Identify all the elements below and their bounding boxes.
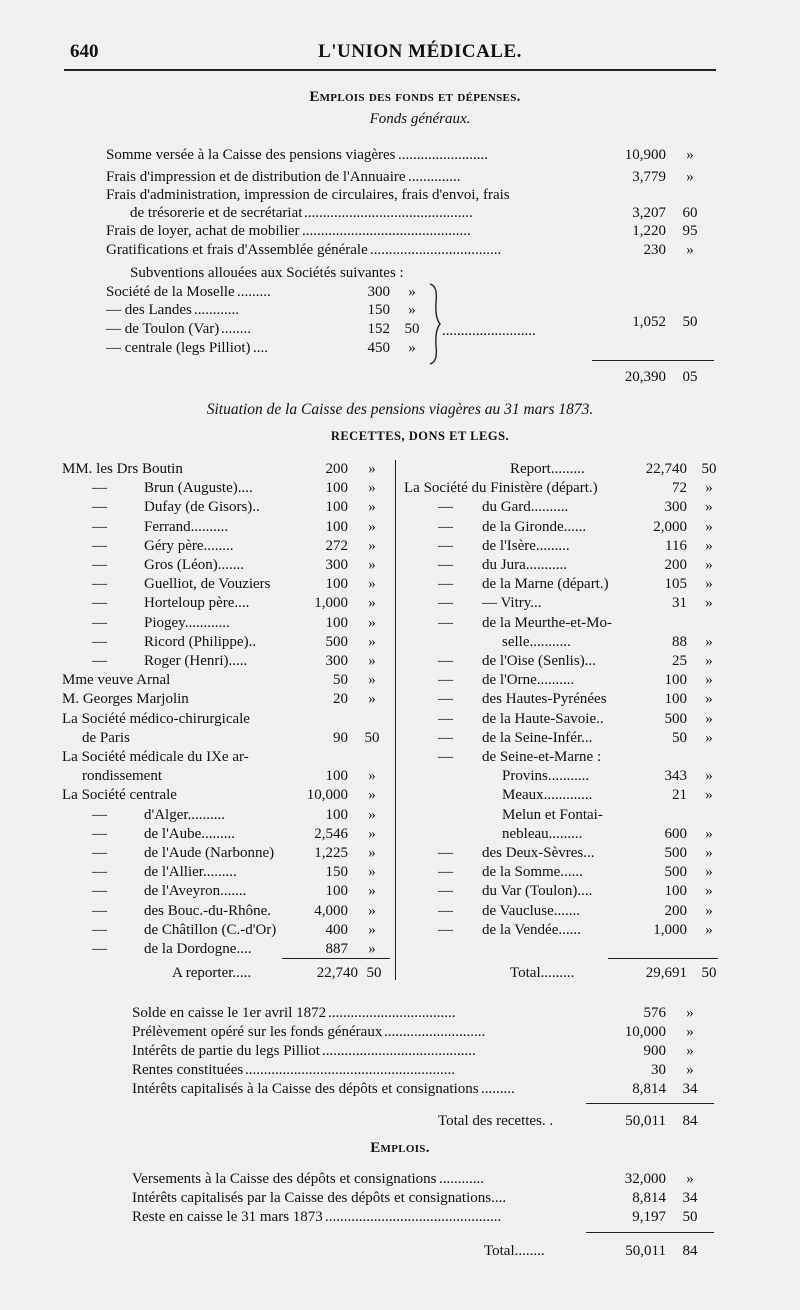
recette-summary-leader: ......... (481, 1081, 515, 1097)
recette-right-name: de Seine-et-Marne : (482, 749, 602, 765)
section1-total-rule (592, 360, 714, 361)
recette-summary-cents: » (686, 1024, 694, 1040)
recette-left-dash: — (92, 557, 107, 573)
recette-right-amount: 21 (672, 787, 687, 803)
left-total-rule (282, 958, 390, 959)
subvention-leader: ......... (237, 284, 271, 300)
fonds-row-amount: 230 (643, 242, 666, 258)
recette-left-cents: » (368, 672, 376, 688)
fonds-row-cents: » (686, 242, 694, 258)
recette-right-name: de l'Isère......... (482, 538, 570, 554)
recette-left-name: Piogey............ (144, 615, 230, 631)
recette-left-amount: 100 (325, 576, 348, 592)
brace-icon (426, 282, 442, 366)
subvention-cents: 50 (404, 321, 420, 337)
recette-left-cents: » (368, 845, 376, 861)
recette-summary-amount: 8,814 (632, 1081, 666, 1097)
recette-right-cents: » (705, 538, 713, 554)
recette-right-cents: » (705, 557, 713, 573)
fonds-row-label: Frais d'impression et de distribution de l'Annuaire (106, 169, 406, 185)
recette-right-cents: » (705, 480, 713, 496)
total-emplois-label: Total........ (484, 1243, 545, 1259)
page-number: 640 (70, 41, 99, 62)
recette-left-dash: — (92, 922, 107, 938)
total-emplois-cents: 84 (682, 1243, 698, 1259)
recette-right-name: — Vitry... (482, 595, 542, 611)
a-reporter-cents: 50 (366, 965, 382, 981)
recette-right-amount: 100 (664, 672, 687, 688)
section-title-situation: Situation de la Caisse des pensions viagères au 31 mars 1873. (206, 401, 594, 418)
recette-right-dash: — (438, 653, 453, 669)
recette-right-cents: » (705, 922, 713, 938)
right-total-rule (608, 958, 718, 959)
fonds-row-cents: 95 (682, 223, 698, 239)
column-divider (395, 460, 396, 980)
total-right-label: Total......... (510, 965, 575, 981)
recette-left-dash: — (92, 519, 107, 535)
recette-left-cents: » (368, 595, 376, 611)
recette-left-dash: — (92, 538, 107, 554)
recette-right-name: du Gard.......... (482, 499, 569, 515)
recette-left-amount: 100 (325, 768, 348, 784)
recette-right-cents: » (705, 672, 713, 688)
recette-right-dash: — (438, 845, 453, 861)
total-recettes-amount: 50,011 (625, 1113, 666, 1129)
subvention-label: — centrale (legs Pilliot) (106, 340, 251, 356)
fonds-row-leader: ................................... (370, 242, 502, 258)
recette-left-amount: 100 (325, 499, 348, 515)
subvention-label: — de Toulon (Var) (106, 321, 220, 337)
recette-right-name: des Deux-Sèvres... (482, 845, 595, 861)
recette-right-cents: » (705, 595, 713, 611)
recette-left-amount: 100 (325, 615, 348, 631)
recette-right-name: Melun et Fontai- (502, 807, 603, 823)
recette-left-cents: » (368, 691, 376, 707)
recette-right-cents: » (705, 576, 713, 592)
fonds-row-cents: » (686, 147, 694, 163)
recette-left-amount: 300 (325, 653, 348, 669)
recette-right-dash: — (438, 538, 453, 554)
recette-left-name: Brun (Auguste).... (144, 480, 253, 496)
recette-left-name: Guelliot, de Vouziers (144, 576, 271, 592)
recette-right-cents: » (705, 499, 713, 515)
recette-right-name: de la Vendée...... (482, 922, 581, 938)
recette-right-cents: » (705, 787, 713, 803)
recette-right-name: Provins........... (502, 768, 590, 784)
header-rule (64, 69, 716, 71)
recette-right-amount: 72 (672, 480, 687, 496)
emploi-amount: 32,000 (624, 1171, 666, 1187)
section-title-emplois-2: Emplois. (370, 1140, 430, 1156)
emploi-amount: 8,814 (632, 1190, 666, 1206)
emploi-leader: ............ (439, 1171, 484, 1187)
recette-right-dash: — (438, 864, 453, 880)
recette-left-cents: » (368, 807, 376, 823)
recette-left-name: Géry père........ (144, 538, 234, 554)
recette-left-dash: — (92, 845, 107, 861)
recette-summary-label: Intérêts capitalisés à la Caisse des dépôts et consignations (132, 1081, 479, 1097)
recette-left-amount: 20 (333, 691, 348, 707)
recette-left-dash: — (92, 883, 107, 899)
recette-right-cents: 50 (701, 461, 717, 477)
subvention-cents: » (408, 284, 416, 300)
recette-right-amount: 50 (672, 730, 687, 746)
emploi-leader: ............................................... (325, 1209, 502, 1225)
recette-left-cents: 50 (364, 730, 380, 746)
recette-summary-leader: .................................. (328, 1005, 456, 1021)
recette-left-dash: — (92, 941, 107, 957)
recette-right-amount: 200 (664, 557, 687, 573)
recette-left-amount: 100 (325, 480, 348, 496)
recette-right-name: des Hautes-Pyrénées (482, 691, 607, 707)
section1-total-amount: 20,390 (624, 369, 666, 385)
recette-left-dash: — (92, 480, 107, 496)
recette-right-cents: » (705, 826, 713, 842)
recette-left-dash: — (92, 653, 107, 669)
fonds-row-leader: ........................ (398, 147, 488, 163)
recette-left-dash: — (92, 807, 107, 823)
recette-left-name: rondissement (82, 768, 162, 784)
recette-left-name: Gros (Léon)....... (144, 557, 244, 573)
recette-left-cents: » (368, 864, 376, 880)
recette-right-name: selle........... (502, 634, 571, 650)
fonds-row-label: Frais de loyer, achat de mobilier (106, 223, 300, 239)
recette-left-name: de l'Aube......... (144, 826, 236, 842)
recette-right-amount: 88 (672, 634, 687, 650)
fonds-row-label: Frais d'administration, impression de circulaires, frais d'envoi, frais (106, 187, 510, 203)
recette-right-dash: — (438, 903, 453, 919)
recette-left-name: Ricord (Philippe).. (144, 634, 257, 650)
recette-left-cents: » (368, 768, 376, 784)
recette-left-name: Mme veuve Arnal (62, 672, 171, 688)
section-title-emplois: Emplois des fonds et dépenses. (309, 89, 521, 105)
recette-right-dash: — (438, 691, 453, 707)
recette-right-amount: 1,000 (653, 922, 687, 938)
total-recettes-cents: 84 (682, 1113, 698, 1129)
recette-left-name: de l'Allier......... (144, 864, 237, 880)
recette-right-amount: 343 (664, 768, 687, 784)
recette-right-cents: » (705, 845, 713, 861)
recette-right-name: du Var (Toulon).... (482, 883, 593, 899)
fonds-row-label: Gratifications et frais d'Assemblée générale (106, 242, 368, 258)
recette-right-amount: 100 (664, 691, 687, 707)
fonds-row-cents: 60 (682, 205, 698, 221)
recette-right-amount: 100 (664, 883, 687, 899)
total-recettes-label: Total des recettes. . (438, 1113, 554, 1129)
total-right-cents: 50 (701, 965, 717, 981)
total-emplois-amount: 50,011 (625, 1243, 666, 1259)
recette-left-cents: » (368, 538, 376, 554)
recette-right-dash: — (438, 711, 453, 727)
section-subtitle-recettes: RECETTES, DONS ET LEGS. (330, 429, 510, 443)
section1-total-cents: 05 (682, 369, 698, 385)
recette-left-cents: » (368, 787, 376, 803)
recette-right-name: de la Seine-Infér... (482, 730, 593, 746)
recette-left-cents: » (368, 519, 376, 535)
recette-left-amount: 50 (333, 672, 348, 688)
recette-left-name: La Société centrale (62, 787, 177, 803)
recette-left-amount: 1,225 (314, 845, 348, 861)
recette-left-cents: » (368, 615, 376, 631)
fonds-row-cents: » (686, 169, 694, 185)
recette-left-cents: » (368, 826, 376, 842)
recette-right-dash: — (438, 615, 453, 631)
recette-left-cents: » (368, 922, 376, 938)
recette-left-name: des Bouc.-du-Rhône. (144, 903, 272, 919)
subventions-total-amount: 1,052 (632, 314, 666, 330)
recette-right-dash: — (438, 519, 453, 535)
recette-right-name: de la Gironde...... (482, 519, 587, 535)
recette-summary-cents: 34 (682, 1081, 698, 1097)
recette-right-cents: » (705, 634, 713, 650)
recette-right-dash: — (438, 922, 453, 938)
recette-left-name: de la Dordogne.... (144, 941, 252, 957)
emploi-label: Reste en caisse le 31 mars 1873 (132, 1209, 323, 1225)
recette-summary-label: Intérêts de partie du legs Pilliot (132, 1043, 320, 1059)
recette-right-dash: — (438, 749, 453, 765)
recette-right-name: de la Somme...... (482, 864, 583, 880)
recette-summary-cents: » (686, 1062, 694, 1078)
recette-left-cents: » (368, 480, 376, 496)
recette-summary-label: Solde en caisse le 1er avril 1872 (132, 1005, 327, 1021)
recette-left-name: de l'Aveyron....... (144, 883, 247, 899)
fonds-row-amount: 3,207 (632, 205, 666, 221)
recette-right-cents: » (705, 691, 713, 707)
recette-right-name: de Vaucluse....... (482, 903, 581, 919)
recette-left-cents: » (368, 557, 376, 573)
fonds-row-leader: ............................................. (304, 205, 473, 221)
recette-left-dash: — (92, 864, 107, 880)
recette-right-dash: — (438, 576, 453, 592)
recette-left-name: Horteloup père.... (144, 595, 250, 611)
subventions-total-cents: 50 (682, 314, 698, 330)
subvention-amount: 152 (367, 321, 390, 337)
recette-left-cents: » (368, 576, 376, 592)
recette-left-cents: » (368, 499, 376, 515)
recette-left-name: de Châtillon (C.-d'Or) (144, 922, 277, 938)
recette-right-cents: » (705, 768, 713, 784)
recette-left-name: La Société médicale du IXe ar- (62, 749, 249, 765)
emploi-cents: 50 (682, 1209, 698, 1225)
recette-left-dash: — (92, 634, 107, 650)
fonds-row-amount: 1,220 (632, 223, 666, 239)
recette-right-cents: » (705, 730, 713, 746)
recette-left-cents: » (368, 903, 376, 919)
subvention-leader: ............ (194, 302, 239, 318)
recette-right-amount: 2,000 (653, 519, 687, 535)
recette-right-name: de l'Orne.......... (482, 672, 575, 688)
recette-left-cents: » (368, 461, 376, 477)
emploi-label: Versements à la Caisse des dépôts et consignations (132, 1171, 437, 1187)
recette-left-amount: 400 (325, 922, 348, 938)
recette-right-name: de la Marne (départ.) (482, 576, 609, 592)
recette-right-cents: » (705, 653, 713, 669)
recette-left-name: d'Alger.......... (144, 807, 226, 823)
total-right-amount: 29,691 (645, 965, 687, 981)
recette-summary-leader: ......................................... (322, 1043, 476, 1059)
recette-left-name: La Société médico-chirurgicale (62, 711, 250, 727)
recette-left-amount: 1,000 (314, 595, 348, 611)
recette-right-amount: 25 (672, 653, 687, 669)
recette-left-amount: 150 (325, 864, 348, 880)
recette-right-amount: 105 (664, 576, 687, 592)
recette-right-name: Meaux............. (502, 787, 593, 803)
recette-left-cents: » (368, 653, 376, 669)
fonds-row-amount: 3,779 (632, 169, 666, 185)
subvention-amount: 450 (367, 340, 390, 356)
fonds-row-amount: 10,900 (624, 147, 666, 163)
fonds-row-leader: ............................................. (302, 223, 471, 239)
fonds-row-label: de trésorerie et de secrétariat (130, 205, 303, 221)
recette-right-name: de l'Oise (Senlis)... (482, 653, 596, 669)
recette-summary-leader: ........................................................ (245, 1062, 455, 1078)
recette-right-name: La Société du Finistère (départ.) (404, 480, 598, 496)
recette-left-dash: — (92, 499, 107, 515)
subvention-label: Société de la Moselle (106, 284, 235, 300)
recette-left-dash: — (92, 576, 107, 592)
recette-left-amount: 200 (325, 461, 348, 477)
recette-left-amount: 2,546 (314, 826, 348, 842)
recette-left-name: Ferrand.......... (144, 519, 229, 535)
recette-left-dash: — (92, 903, 107, 919)
recette-summary-amount: 900 (643, 1043, 666, 1059)
emploi-amount: 9,197 (632, 1209, 666, 1225)
recette-right-cents: » (705, 519, 713, 535)
recette-left-cents: » (368, 941, 376, 957)
section4-total-rule (586, 1232, 714, 1233)
recette-right-amount: 116 (665, 538, 687, 554)
recette-right-amount: 22,740 (645, 461, 687, 477)
recette-right-amount: 600 (664, 826, 687, 842)
subvention-amount: 150 (367, 302, 390, 318)
emploi-cents: 34 (682, 1190, 698, 1206)
recette-summary-amount: 30 (651, 1062, 666, 1078)
subvention-amount: 300 (367, 284, 390, 300)
recette-summary-label: Prélèvement opéré sur les fonds généraux (132, 1024, 383, 1040)
recette-summary-label: Rentes constituées (132, 1062, 244, 1078)
recette-left-amount: 4,000 (314, 903, 348, 919)
recette-left-name: de l'Aude (Narbonne) (144, 845, 275, 861)
recette-left-dash: — (92, 595, 107, 611)
recette-right-amount: 31 (672, 595, 687, 611)
recette-right-cents: » (705, 903, 713, 919)
fonds-row-label: Somme versée à la Caisse des pensions viagères (106, 147, 396, 163)
recette-right-dash: — (438, 595, 453, 611)
recette-right-amount: 500 (664, 711, 687, 727)
recette-left-name: de Paris (82, 730, 130, 746)
emploi-label: Intérêts capitalisés par la Caisse des dépôts et consignations.... (132, 1190, 507, 1206)
emploi-cents: » (686, 1171, 694, 1187)
recette-left-amount: 10,000 (306, 787, 348, 803)
recette-left-amount: 100 (325, 883, 348, 899)
recette-left-amount: 272 (325, 538, 348, 554)
report-label: Report......... (510, 461, 585, 477)
recette-left-amount: 100 (325, 807, 348, 823)
running-title: L'UNION MÉDICALE. (318, 41, 522, 62)
recette-left-name: M. Georges Marjolin (62, 691, 189, 707)
recette-left-amount: 300 (325, 557, 348, 573)
recette-right-cents: » (705, 864, 713, 880)
recette-left-dash: — (92, 615, 107, 631)
recette-right-dash: — (438, 883, 453, 899)
recette-right-name: de la Haute-Savoie.. (482, 711, 604, 727)
recette-right-name: de la Meurthe-et-Mo- (482, 615, 612, 631)
recette-left-name: Dufay (de Gisors).. (144, 499, 260, 515)
recette-right-name: nebleau......... (502, 826, 583, 842)
recette-right-dash: — (438, 557, 453, 573)
recette-left-amount: 100 (325, 519, 348, 535)
recette-left-amount: 500 (325, 634, 348, 650)
recette-left-name: Roger (Henri)..... (144, 653, 248, 669)
fonds-row-leader: .............. (408, 169, 461, 185)
recette-summary-cents: » (686, 1005, 694, 1021)
recette-left-dash: — (92, 826, 107, 842)
section3-total-rule (586, 1103, 714, 1104)
recette-right-amount: 300 (664, 499, 687, 515)
recette-left-amount: 887 (325, 941, 348, 957)
recette-right-amount: 500 (664, 845, 687, 861)
subvention-cents: » (408, 340, 416, 356)
recette-right-dash: — (438, 672, 453, 688)
recette-right-amount: 200 (664, 903, 687, 919)
recette-right-dash: — (438, 730, 453, 746)
section-subtitle-fonds: Fonds généraux. (369, 111, 471, 127)
subvention-leader: .... (253, 340, 268, 356)
recette-right-name: du Jura........... (482, 557, 567, 573)
subventions-heading: Subventions allouées aux Sociétés suivantes : (130, 265, 404, 281)
a-reporter-amount: 22,740 (316, 965, 358, 981)
recette-summary-leader: ........................... (384, 1024, 486, 1040)
subventions-leader: ......................... (442, 323, 536, 339)
recette-summary-amount: 576 (643, 1005, 666, 1021)
recette-right-dash: — (438, 499, 453, 515)
recette-right-cents: » (705, 711, 713, 727)
recette-summary-amount: 10,000 (624, 1024, 666, 1040)
recette-right-cents: » (705, 883, 713, 899)
recette-left-name: MM. les Drs Boutin (62, 461, 183, 477)
recette-left-amount: 90 (333, 730, 348, 746)
recette-summary-cents: » (686, 1043, 694, 1059)
recette-right-amount: 500 (664, 864, 687, 880)
subvention-cents: » (408, 302, 416, 318)
a-reporter-label: A reporter..... (172, 965, 252, 981)
subvention-label: — des Landes (106, 302, 192, 318)
recette-left-cents: » (368, 883, 376, 899)
subvention-leader: ........ (221, 321, 251, 337)
recette-left-cents: » (368, 634, 376, 650)
